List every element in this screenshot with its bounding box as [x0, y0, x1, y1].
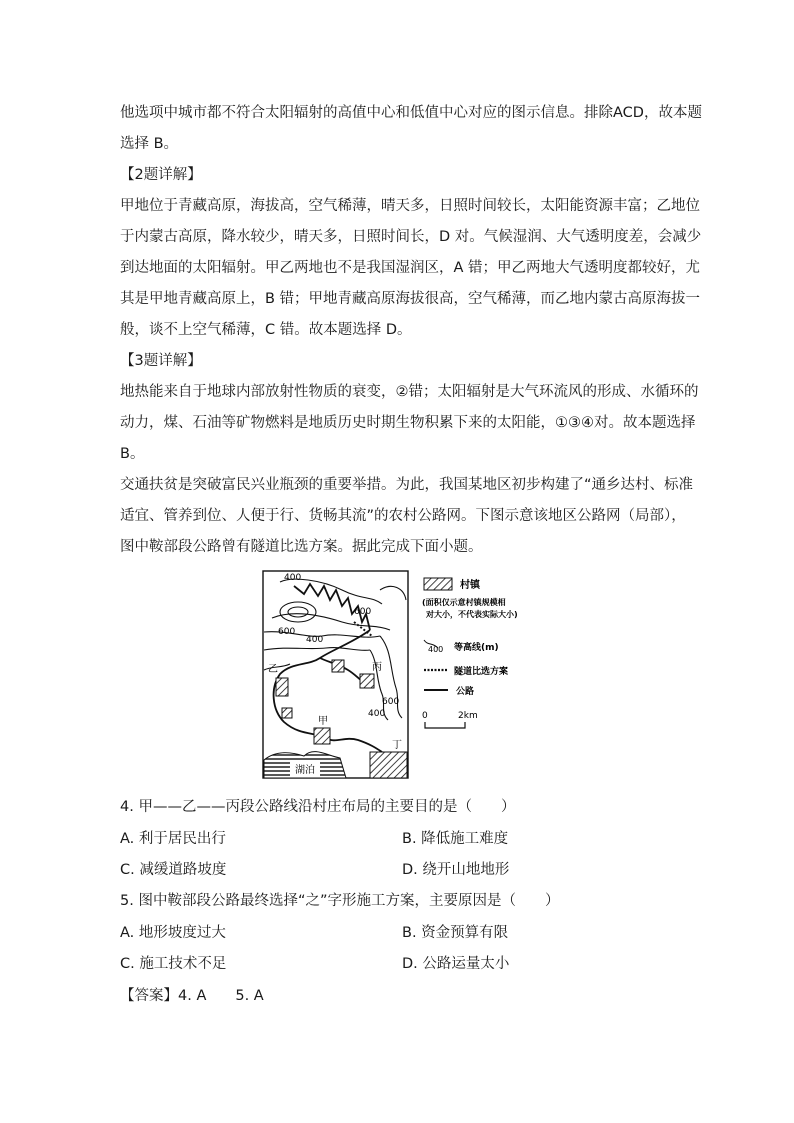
village-bing-2 — [360, 674, 374, 688]
option-4b: B. 降低施工难度 — [402, 831, 509, 847]
paragraph-line: 选择 B。 — [120, 136, 179, 152]
option-4c: C. 减缓道路坡度 — [120, 862, 227, 878]
lake-label: 湖泊 — [295, 765, 315, 776]
question-5: 5. 图中鞍部段公路最终选择“之”字形施工方案，主要原因是（ ） — [120, 893, 560, 909]
question-4: 4. 甲——乙——丙段公路线沿村庄布局的主要目的是（ ） — [120, 799, 516, 815]
village-small — [282, 708, 292, 718]
contour-label: 600 — [278, 627, 296, 637]
paragraph-line: 甲地位于青藏高原，海拔高，空气稀薄，晴天多，日照时间较长，太阳能资源丰富；乙地位 — [120, 198, 700, 214]
contour-label: 400 — [284, 573, 302, 583]
contour-label: 400 — [306, 635, 324, 645]
legend-road-label: 公路 — [456, 687, 475, 697]
answer-line: 【答案】4. A 5. A — [120, 988, 264, 1004]
label-ding: 丁 — [392, 740, 402, 751]
legend-note: 对大小，不代表实际大小) — [426, 610, 518, 619]
label-bing: 丙 — [372, 662, 382, 673]
paragraph-line: 般，谈不上空气稀薄，C 错。故本题选择 D。 — [120, 322, 412, 338]
label-yi: 乙 — [268, 664, 278, 675]
village-yi — [276, 678, 288, 696]
paragraph-line: 交通扶贫是突破富民兴业瓶颈的重要举措。为此，我国某地区初步构建了“通乡达村、标准 — [120, 477, 694, 493]
label-jia: 甲 — [318, 716, 328, 727]
map-frame — [263, 571, 408, 778]
paragraph-line: 地热能来自于地球内部放射性物质的衰变，②错；太阳辐射是大气环流风的形成、水循环的 — [120, 384, 699, 400]
legend-contour-label: 等高线(m) — [454, 643, 499, 653]
scale-zero: 0 — [422, 711, 428, 721]
paragraph-line: 于内蒙古高原，降水较少，晴天多，日照时间长，D 对。气候湿润、大气透明度差，会减少 — [120, 229, 702, 245]
contour-label: 600 — [382, 697, 400, 707]
contour-label: 400 — [368, 709, 386, 719]
village-bing — [332, 660, 344, 672]
village-ding — [370, 752, 407, 778]
contour-label: 600 — [354, 607, 372, 617]
option-4a: A. 利于居民出行 — [120, 831, 226, 847]
road-network-map — [262, 570, 542, 780]
paragraph-line: B。 — [120, 446, 145, 462]
paragraph-line: 其是甲地青藏高原上，B 错；甲地青藏高原海拔很高，空气稀薄，而乙地内蒙古高原海拔一 — [120, 291, 701, 307]
paragraph-line: 动力，煤、石油等矿物燃料是地质历史时期生物积累下来的太阳能，①③④对。故本题选择 — [120, 415, 696, 431]
paragraph-line: 他选项中城市都不符合太阳辐射的高值中心和低值中心对应的图示信息。排除ACD，故本题 — [120, 105, 702, 121]
legend-village-label: 村镇 — [460, 580, 480, 591]
scale-bar — [425, 722, 465, 728]
section-heading: 【2题详解】 — [120, 167, 202, 183]
legend-tunnel-label: 隧道比选方案 — [454, 667, 509, 677]
village-jia — [314, 728, 330, 744]
legend-village-swatch — [424, 578, 452, 590]
option-5a: A. 地形坡度过大 — [120, 925, 226, 941]
paragraph-line: 适宜、管养到位、人便于行、货畅其流”的农村公路网。下图示意该地区公路网（局部）， — [120, 508, 686, 524]
paragraph-line: 到达地面的太阳辐射。甲乙两地也不是我国湿润区，A 错；甲乙两地大气透明度都较好，尤 — [120, 260, 701, 276]
scale-length: 2km — [458, 711, 478, 721]
option-5c: C. 施工技术不足 — [120, 956, 227, 972]
paragraph-line: 图中鞍部段公路曾有隧道比选方案。据此完成下面小题。 — [120, 539, 483, 555]
option-5d: D. 公路运量太小 — [402, 956, 510, 972]
section-heading: 【3题详解】 — [120, 353, 202, 369]
option-4d: D. 绕开山地地形 — [402, 862, 510, 878]
option-5b: B. 资金预算有限 — [402, 925, 509, 941]
legend-contour-value: 400 — [428, 645, 444, 654]
legend-note: (面积仅示意村镇规模相 — [422, 598, 506, 607]
